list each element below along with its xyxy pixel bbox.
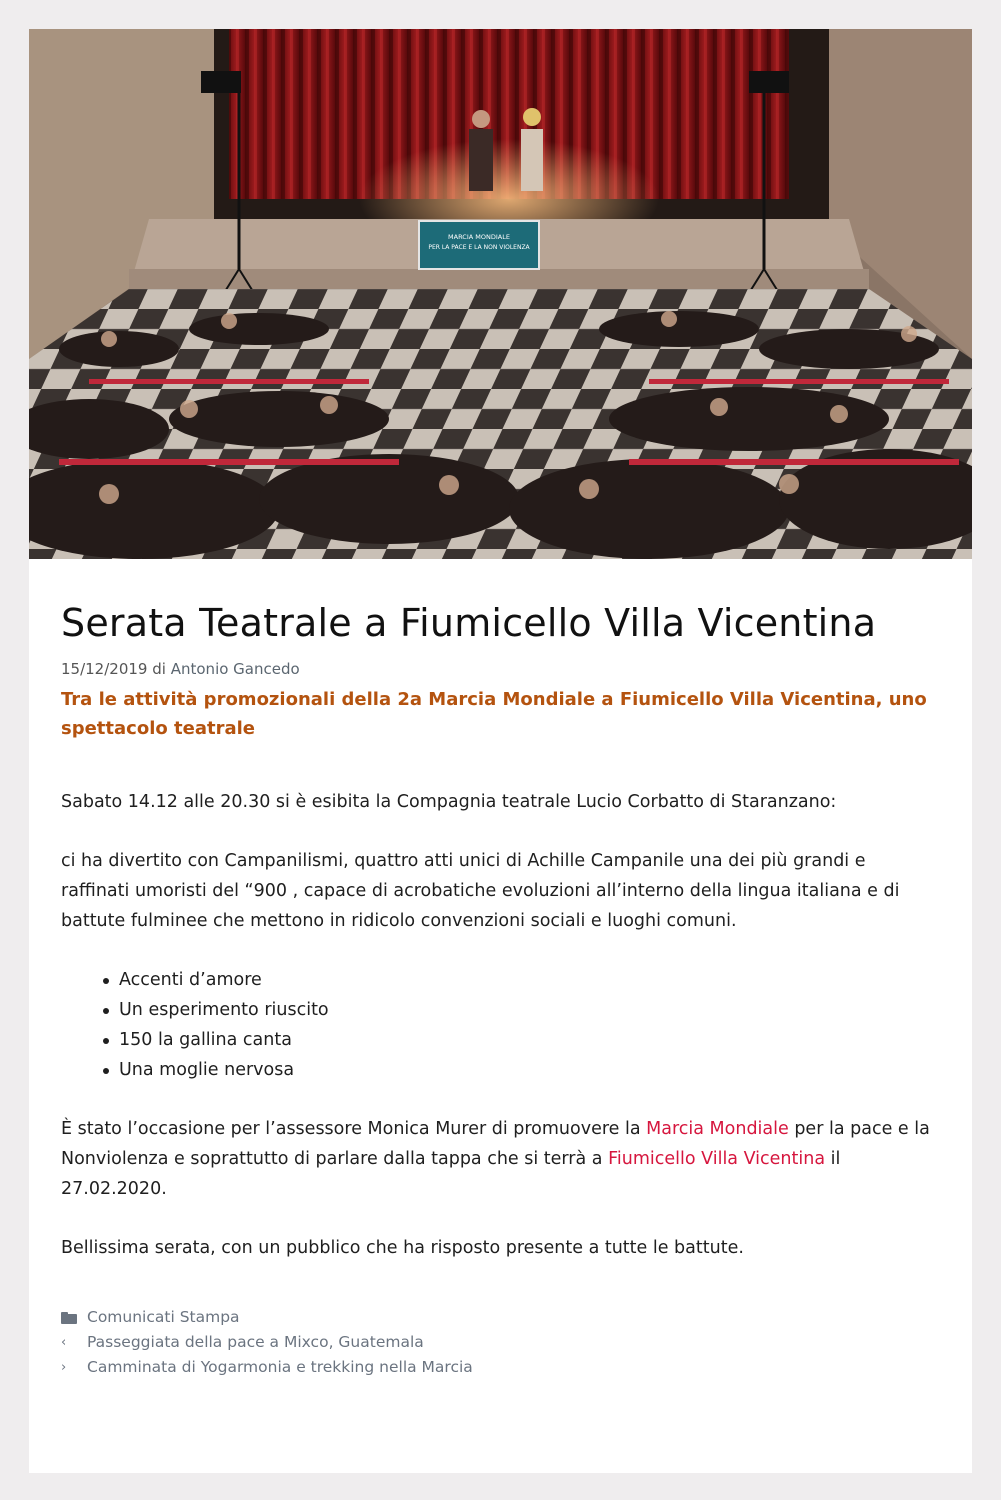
- post-author[interactable]: Antonio Gancedo: [170, 660, 300, 678]
- article-card: [29, 29, 972, 1473]
- prev-post-row: [61, 1330, 931, 1355]
- post-by: di: [152, 660, 166, 678]
- chevron-left-icon: ‹: [61, 1335, 67, 1350]
- category-link[interactable]: Comunicati Stampa: [87, 1308, 240, 1326]
- folder-icon: [61, 1312, 87, 1324]
- marcia-mondiale-link[interactable]: Marcia Mondiale: [646, 1119, 789, 1139]
- paragraph-3-text-b: per la pace e la Nonviolenza e soprattutto di parlare dalla tappa che si terrà a: [61, 1119, 930, 1169]
- list-item: Un esperimento riuscito: [101, 995, 931, 1025]
- prev-post-link[interactable]: Passeggiata della pace a Mixco, Guatemala: [87, 1333, 424, 1351]
- chevron-right-icon: ›: [61, 1360, 67, 1375]
- next-post-link[interactable]: Camminata di Yogarmonia e trekking nella Marcia: [87, 1358, 473, 1376]
- banner-line2: PER LA PACE E LA NON VIOLENZA: [428, 244, 530, 251]
- banner-line1: MARCIA MONDIALE: [448, 233, 510, 241]
- post-subtitle: Tra le attività promozionali della 2a Marcia Mondiale a Fiumicello Villa Vicentina, uno spettacolo teatrale: [61, 689, 927, 739]
- paragraph-4: Bellissima serata, con un pubblico che ha risposto presente a tutte le battute.: [61, 1238, 744, 1258]
- paragraph-3: [61, 1114, 931, 1204]
- paragraph-2: ci ha divertito con Campanilismi, quattro atti unici di Achille Campanile una dei più grandi e raffinati umoristi del “900 , capace di acrobatiche evoluzioni all’interno della lingua italiana e di battute fulminee che mettono in ridicolo convenzioni sociali e luoghi comuni.: [61, 851, 900, 931]
- acts-list: [101, 965, 931, 1085]
- page-title: Serata Teatrale a Fiumicello Villa Vicentina: [61, 601, 877, 645]
- list-item: Una moglie nervosa: [101, 1055, 931, 1085]
- fiumicello-link[interactable]: Fiumicello Villa Vicentina: [608, 1149, 826, 1169]
- category-row: [61, 1305, 931, 1330]
- post-date[interactable]: 15/12/2019: [61, 660, 148, 678]
- featured-image: [29, 29, 972, 559]
- paragraph-1: Sabato 14.12 alle 20.30 si è esibita la Compagnia teatrale Lucio Corbatto di Staranzano:: [61, 792, 837, 812]
- next-post-row: [61, 1355, 931, 1380]
- post-footer: [61, 1305, 931, 1380]
- article-content: [61, 599, 931, 1380]
- paragraph-3-text-c: il 27.02.2020.: [61, 1149, 841, 1199]
- paragraph-3-text-a: È stato l’occasione per l’assessore Monica Murer di promuovere la: [61, 1119, 647, 1139]
- list-item: 150 la gallina canta: [101, 1025, 931, 1055]
- post-meta: [61, 659, 931, 679]
- list-item: Accenti d’amore: [101, 965, 931, 995]
